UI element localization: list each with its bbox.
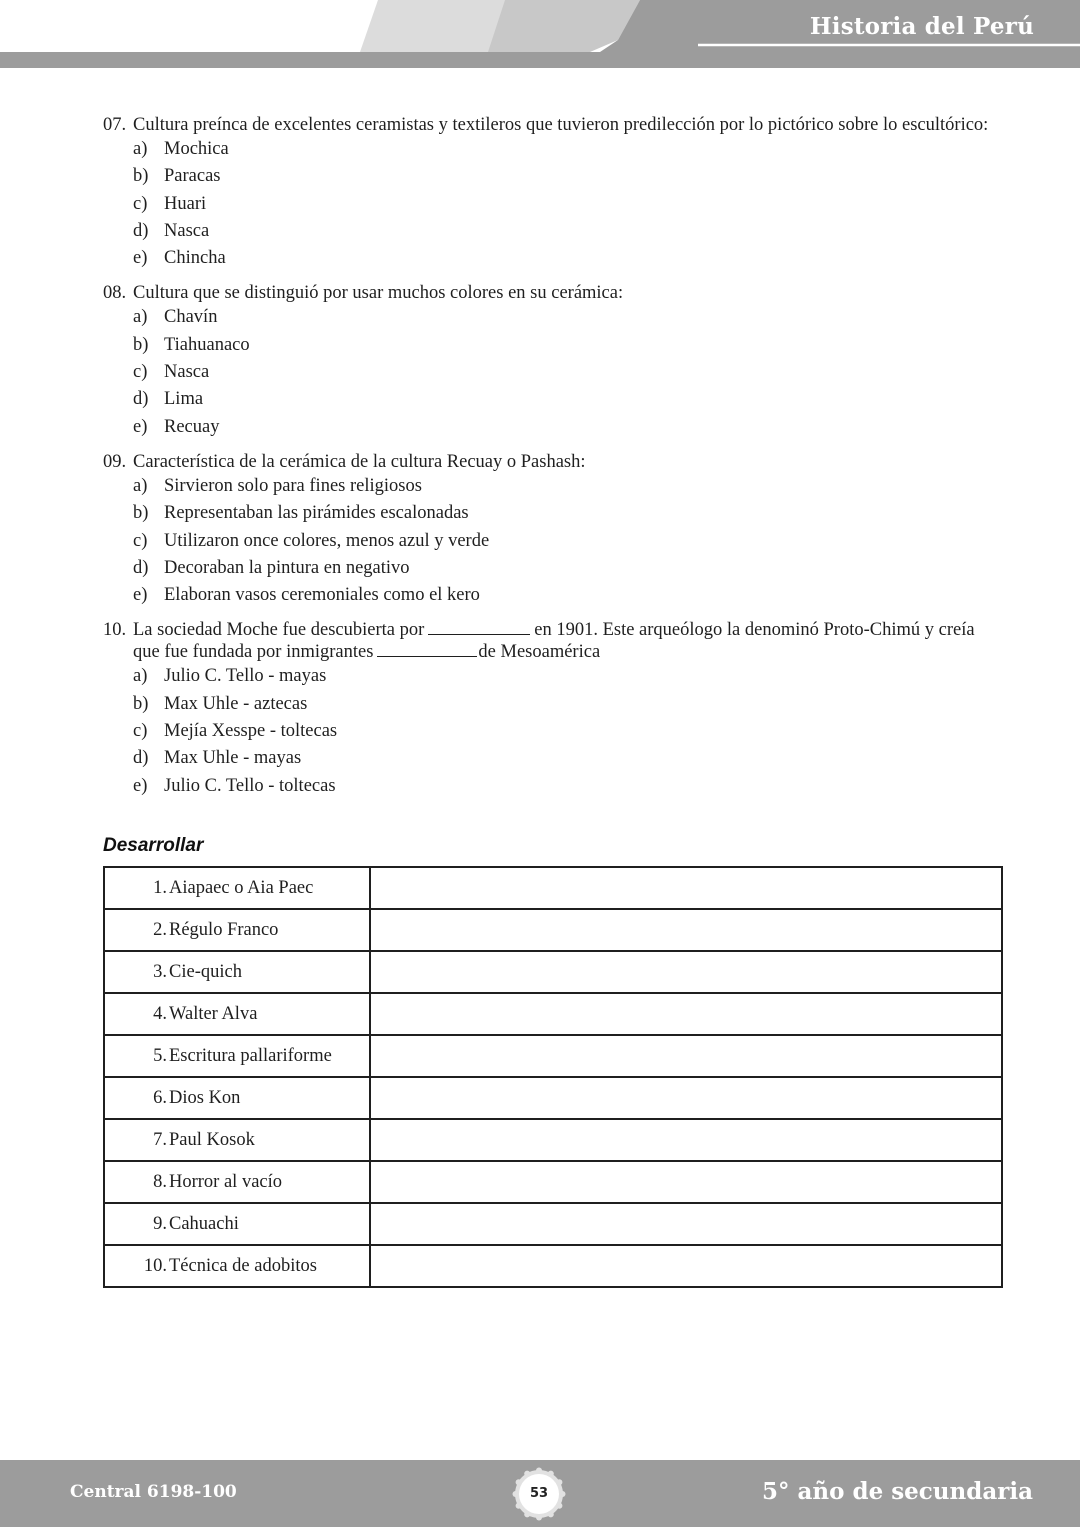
question-text-part3: de Mesoamérica <box>478 642 601 663</box>
option-e[interactable] <box>133 245 1003 272</box>
option-text: Huari <box>164 193 207 214</box>
question-text-part1: La sociedad Moche fue descubierta por <box>133 620 425 641</box>
option-text: Max Uhle - aztecas <box>164 693 308 714</box>
options-list <box>103 663 1003 799</box>
page-footer <box>0 1460 1080 1527</box>
term-cell <box>104 1203 370 1245</box>
option-letter: d) <box>133 220 149 241</box>
footer-grade: 5° año de secundaria <box>762 1478 1033 1505</box>
term-cell <box>104 1035 370 1077</box>
term-cell <box>104 1161 370 1203</box>
answer-cell[interactable] <box>370 993 1002 1035</box>
term-label: Técnica de adobitos <box>169 1255 317 1276</box>
option-letter: d) <box>133 748 149 769</box>
option-letter: d) <box>133 389 149 410</box>
option-letter: e) <box>133 585 148 606</box>
option-text: Nasca <box>164 220 210 241</box>
option-b[interactable] <box>133 332 1003 359</box>
option-c[interactable] <box>133 191 1003 218</box>
option-text: Chincha <box>164 248 226 269</box>
term-label: Dios Kon <box>169 1087 241 1108</box>
term-cell <box>104 1119 370 1161</box>
question-text <box>133 619 1003 663</box>
option-text: Recuay <box>164 416 220 437</box>
question-text: Característica de la cerámica de la cultura Recuay o Pashash: <box>133 451 586 472</box>
options-list <box>103 136 1003 272</box>
term-number: 7. <box>153 1129 167 1150</box>
questions-section <box>103 114 1003 810</box>
option-a[interactable] <box>133 663 1003 690</box>
option-text: Nasca <box>164 362 210 383</box>
options-list <box>103 304 1003 440</box>
answer-cell[interactable] <box>370 1035 1002 1077</box>
option-text: Sirvieron solo para fines religiosos <box>164 475 422 496</box>
fill-in-blank-2[interactable] <box>377 642 477 657</box>
option-letter: a) <box>133 307 148 328</box>
option-letter: c) <box>133 362 148 383</box>
answer-cell[interactable] <box>370 1077 1002 1119</box>
option-letter: b) <box>133 693 149 714</box>
option-letter: d) <box>133 557 149 578</box>
term-number: 3. <box>153 961 167 982</box>
question-number: 08. <box>103 283 127 304</box>
option-a[interactable] <box>133 304 1003 331</box>
term-label: Aiapaec o Aia Paec <box>169 877 314 898</box>
term-number: 1. <box>153 877 167 898</box>
develop-table <box>103 866 1003 1288</box>
question-number: 10. <box>103 620 127 641</box>
term-label: Cahuachi <box>169 1213 239 1234</box>
option-text: Mochica <box>164 139 229 159</box>
term-label: Horror al vacío <box>169 1171 283 1192</box>
question-08 <box>103 282 1003 440</box>
option-text: Mejía Xesspe - toltecas <box>164 721 338 742</box>
term-label: Cie-quich <box>169 961 242 982</box>
table-row <box>104 1077 1002 1119</box>
fill-in-blank-1[interactable] <box>428 620 530 635</box>
table-row <box>104 1203 1002 1245</box>
term-number: 9. <box>153 1213 167 1234</box>
option-letter: a) <box>133 139 148 159</box>
term-cell <box>104 867 370 909</box>
answer-cell[interactable] <box>370 1245 1002 1287</box>
option-b[interactable] <box>133 163 1003 190</box>
option-e[interactable] <box>133 414 1003 441</box>
option-e[interactable] <box>133 582 1003 609</box>
header-title: Historia del Perú <box>809 13 1034 40</box>
answer-cell[interactable] <box>370 1161 1002 1203</box>
answer-cell[interactable] <box>370 1119 1002 1161</box>
page-number-badge <box>512 1467 566 1521</box>
option-b[interactable] <box>133 691 1003 718</box>
table-row <box>104 1119 1002 1161</box>
term-cell <box>104 1077 370 1119</box>
answer-cell[interactable] <box>370 909 1002 951</box>
term-label: Escritura pallariforme <box>169 1045 332 1066</box>
option-b[interactable] <box>133 500 1003 527</box>
option-letter: b) <box>133 166 149 187</box>
option-text: Lima <box>164 389 204 410</box>
option-d[interactable] <box>133 218 1003 245</box>
table-row <box>104 993 1002 1035</box>
question-text: Cultura que se distinguió por usar muchos colores en su cerámica: <box>133 283 624 304</box>
option-letter: c) <box>133 193 148 214</box>
option-letter: c) <box>133 530 148 551</box>
option-text: Tiahuanaco <box>164 334 250 355</box>
table-row <box>104 1035 1002 1077</box>
question-number: 09. <box>103 451 127 472</box>
question-09 <box>103 451 1003 609</box>
option-letter: b) <box>133 334 149 355</box>
option-letter: e) <box>133 416 148 437</box>
option-a[interactable] <box>133 473 1003 500</box>
option-text: Elaboran vasos ceremoniales como el kero <box>164 585 480 606</box>
term-cell <box>104 909 370 951</box>
answer-cell[interactable] <box>370 1203 1002 1245</box>
term-number: 5. <box>153 1045 167 1066</box>
option-d[interactable] <box>133 745 1003 772</box>
option-text: Julio C. Tello - mayas <box>164 666 327 687</box>
option-d[interactable] <box>133 555 1003 582</box>
term-number: 10. <box>143 1255 167 1276</box>
term-number: 6. <box>153 1087 167 1108</box>
option-letter: b) <box>133 503 149 524</box>
option-letter: e) <box>133 248 148 269</box>
term-label: Paul Kosok <box>169 1129 255 1150</box>
term-label: Walter Alva <box>169 1003 258 1024</box>
table-row <box>104 867 1002 909</box>
option-text: Chavín <box>164 307 218 328</box>
page-header <box>0 0 1080 68</box>
option-text: Max Uhle - mayas <box>164 748 302 769</box>
table-row <box>104 951 1002 993</box>
answer-cell[interactable] <box>370 867 1002 909</box>
option-c[interactable] <box>133 359 1003 386</box>
term-cell <box>104 993 370 1035</box>
question-number: 07. <box>103 115 127 135</box>
question-07 <box>103 114 1003 272</box>
term-label: Régulo Franco <box>169 919 279 940</box>
table-row <box>104 1161 1002 1203</box>
term-number: 8. <box>153 1171 167 1192</box>
option-letter: a) <box>133 475 148 496</box>
page-number: 53 <box>529 1486 549 1501</box>
answer-cell[interactable] <box>370 951 1002 993</box>
footer-contact: Central 6198-100 <box>70 1482 237 1502</box>
option-text: Decoraban la pintura en negativo <box>164 557 410 578</box>
option-text: Utilizaron once colores, menos azul y verde <box>164 530 490 551</box>
term-cell <box>104 951 370 993</box>
table-row <box>104 1245 1002 1287</box>
term-number: 4. <box>153 1003 167 1024</box>
option-letter: a) <box>133 666 148 687</box>
option-e[interactable] <box>133 773 1003 800</box>
option-d[interactable] <box>133 386 1003 413</box>
question-text-part2: en 1901. Este arqueólogo la denominó Proto-Chimú y creía que fue fundada por inmigrantes <box>133 620 975 663</box>
option-text: Representaban las pirámides escalonadas <box>164 503 469 524</box>
section-title-develop: Desarrollar <box>103 835 204 856</box>
term-cell <box>104 1245 370 1287</box>
option-c[interactable] <box>133 528 1003 555</box>
option-letter: c) <box>133 721 148 742</box>
option-a[interactable] <box>133 136 1003 163</box>
table-row <box>104 909 1002 951</box>
question-text: Cultura preínca de excelentes ceramistas y textileros que tuvieron predilección por lo pictórico sobre lo escultórico: <box>133 115 989 135</box>
options-list <box>103 473 1003 609</box>
question-10 <box>103 619 1003 799</box>
term-number: 2. <box>153 919 167 940</box>
option-letter: e) <box>133 775 148 796</box>
option-c[interactable] <box>133 718 1003 745</box>
option-text: Paracas <box>164 166 221 187</box>
option-text: Julio C. Tello - toltecas <box>164 775 336 796</box>
